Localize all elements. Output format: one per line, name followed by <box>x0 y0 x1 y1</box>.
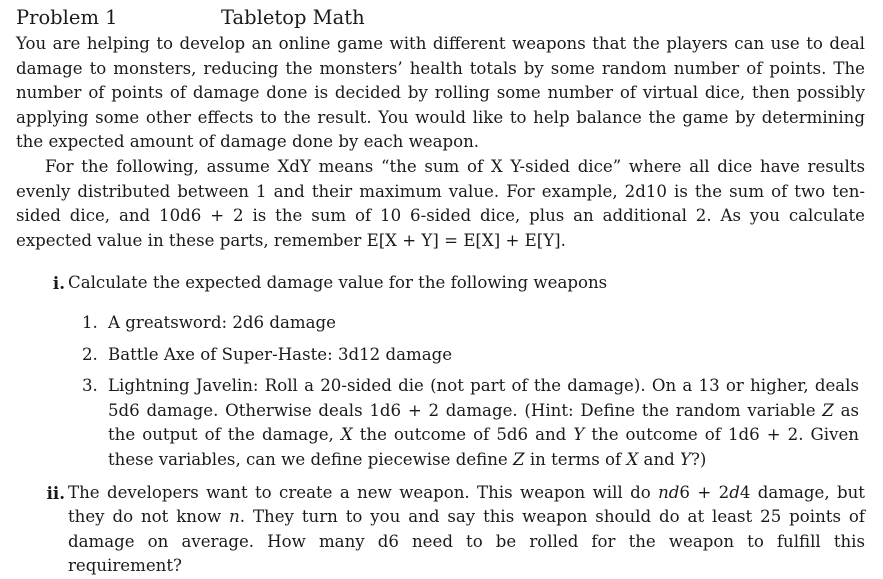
list-item <box>74 311 865 336</box>
part-i <box>16 271 865 296</box>
text-run: as the output of the damage, <box>108 400 859 445</box>
text-run: the outcome of 1d6 + 2. Given these variables, can we define piecewise define <box>108 425 859 469</box>
list-item-text <box>108 374 865 472</box>
intro-paragraph-1: You are helping to develop an online game with different weapons that the players can use to deal damage to monsters, reducing the monsters’ health totals by some random number of points. The number of points of damage done is decided by rolling some number of virtual dice, then possibly applying some other effects to the result. You would like to help balance the game by determining the expected amount of damage done by each weapon. <box>16 34 865 152</box>
problem-parts <box>16 271 865 579</box>
list-item <box>74 374 865 472</box>
part-ii-label: ii. <box>46 482 65 503</box>
weapon-list <box>74 311 865 473</box>
text-run: Lightning Javelin: Roll a 20-sided die (not part of the damage). On a 13 or higher, deals 5d6 damage. Otherwise deals 1d6 + 2 damage. (Hint: Define the random variable <box>108 376 859 420</box>
math-var-d: d <box>729 482 740 502</box>
math-var-x: X <box>340 425 353 445</box>
list-item-number: 2. <box>82 344 98 364</box>
part-i-prompt: Calculate the expected damage value for the following weapons <box>68 273 608 293</box>
intro-paragraph-2: For the following, assume XdY means “the sum of X Y-sided dice” where all dice have results evenly distributed between 1 and their maximum value. For example, 2d10 is the sum of two ten-sided dice, and 10d6 + 2 is the sum of 10 6-sided dice, plus an additional 2. As you calculate expected value in these parts, remember E[X + Y] = E[X] + E[Y]. <box>16 156 865 250</box>
problem-header <box>16 6 865 32</box>
list-item-text: A greatsword: 2d6 damage <box>108 312 336 332</box>
math-var-z: Z <box>822 400 834 420</box>
problem-number: Problem 1 <box>16 6 118 29</box>
text-run: 6 + 2 <box>679 482 730 502</box>
list-item-number: 1. <box>82 312 98 332</box>
math-var-x: X <box>626 449 639 469</box>
part-ii-text <box>66 481 865 579</box>
math-var-y: Y <box>680 449 692 469</box>
math-var-y: Y <box>573 425 585 445</box>
list-item-number: 3. <box>82 376 98 396</box>
text-run: ?) <box>691 449 707 469</box>
math-var-n: n <box>229 507 240 527</box>
list-item <box>74 343 865 368</box>
math-var-z: Z <box>513 449 525 469</box>
math-var-nd: nd <box>658 482 680 502</box>
part-i-label: i. <box>52 273 65 294</box>
text-run: in terms of <box>524 449 627 469</box>
text-run: The developers want to create a new weapon. This weapon will do <box>68 482 659 502</box>
text-run: . They turn to you and say this weapon should do at least 25 points of damage on average. How many d6 need to be rolled for the weapon to fulfill this requirement? <box>68 507 866 576</box>
text-run: and <box>638 449 681 469</box>
text-run: the outcome of 5d6 and <box>352 425 574 445</box>
list-item-text: Battle Axe of Super-Haste: 3d12 damage <box>108 344 453 364</box>
text-run: 4 damage, but they do not know <box>68 482 865 527</box>
part-ii <box>16 481 865 579</box>
problem-title: Tabletop Math <box>221 6 365 29</box>
